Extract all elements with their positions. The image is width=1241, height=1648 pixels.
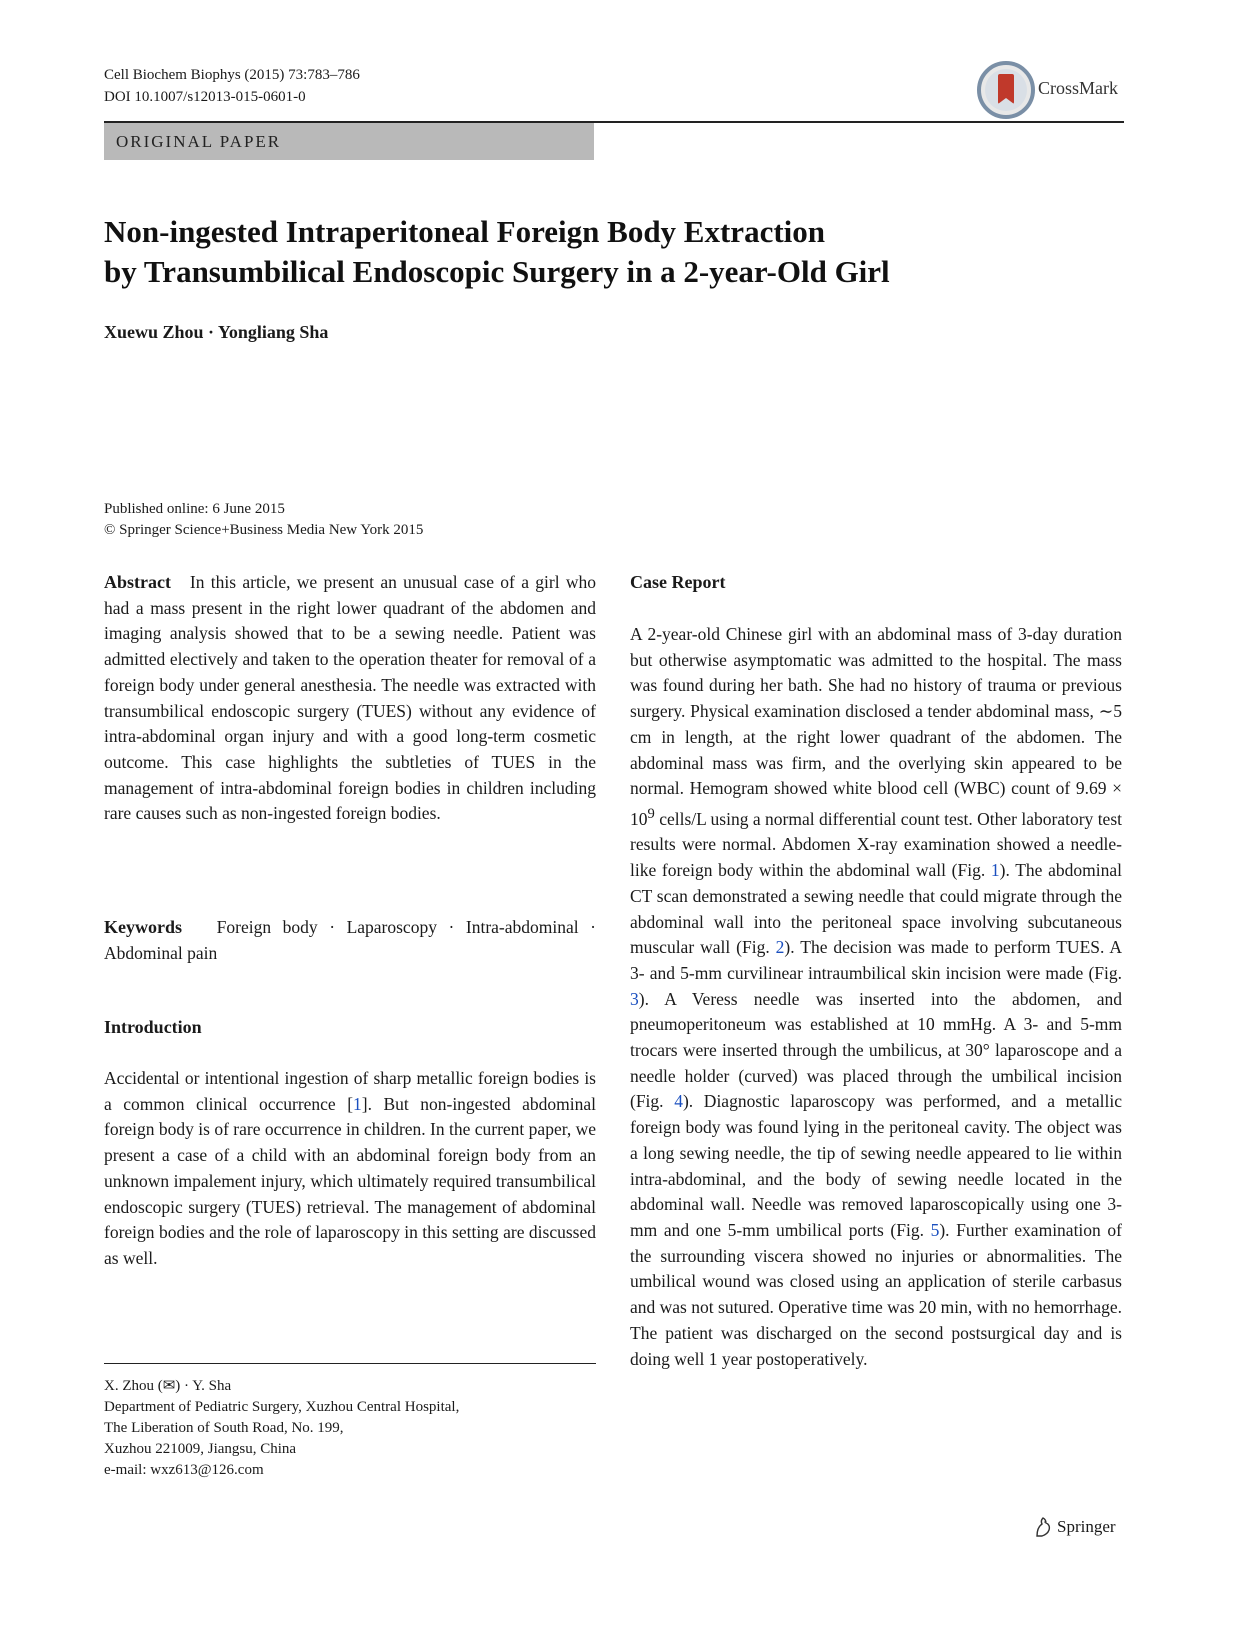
publication-info — [104, 499, 423, 541]
figure-1-link[interactable]: 1 — [990, 860, 1000, 881]
affiliation-city: Xuzhou 221009, Jiangsu, China — [104, 1441, 297, 1457]
affiliation-street: The Liberation of South Road, No. 199, — [104, 1420, 344, 1436]
copyright-line: © Springer Science+Business Media New York 2015 — [104, 522, 424, 538]
intro-text-b: ]. But non-ingested abdominal foreign body is of rare occurrence in children. In the current paper, we present a case of a child with an abdominal foreign body from an unknown impalement injury, which ultimately required transumbilical endoscopic surgery (TUES) retrieval. The management of abdominal foreign bodies and the role of laparoscopy in this setting are discussed as well. — [104, 1093, 596, 1268]
affiliation-dept: Department of Pediatric Surgery, Xuzhou Central Hospital, — [104, 1399, 460, 1415]
case-report-paragraph — [630, 622, 1122, 1372]
introduction-heading: Introduction — [104, 1017, 202, 1037]
figure-2-link[interactable]: 2 — [775, 937, 785, 958]
case-text-3: ). The abdominal CT scan demonstrated a sewing needle that could migrate through the abdominal wall into the peritoneal space involving subcutaneous muscular wall (Fig. — [630, 860, 1122, 958]
case-report-heading: Case Report — [630, 572, 726, 592]
abstract-label: Abstract — [104, 572, 171, 592]
case-text-5: ). A Veress needle was inserted into the abdomen, and pneumoperitoneum was established at 10 mmHg. A 3- and 5-mm trocars were inserted through the umbilicus, at 30° laparoscope and a needle holder (curved) was placed through the umbilical incision (Fig. — [630, 988, 1122, 1112]
case-text-1: A 2-year-old Chinese girl with an abdominal mass of 3-day duration but otherwise asymptomatic was admitted to the hospital. The mass was found during her bath. She had no history of trauma or previous surgery. Physical examination disclosed a tender abdominal mass, ∼5 cm in length, at the right lower quadrant of the abdomen. The abdominal mass was firm, and the overlying skin appeared to be normal. Hemogram showed white blood cell (WBC) count of 9.69 × 10 — [630, 624, 1122, 829]
case-text-7: ). Further examination of the surrounding viscera showed no injuries or abnormalities. The umbilical wound was closed using an application of sterile carbasus and was not sutured. Operative time was 20 min, with no hemorrhage. The patient was discharged on the second postsurgical day and is doing well 1 year postoperatively. — [630, 1220, 1122, 1369]
figure-3-link[interactable]: 3 — [630, 988, 639, 1009]
introduction-paragraph — [104, 1066, 596, 1272]
published-date: Published online: 6 June 2015 — [104, 501, 285, 517]
title-line-2: by Transumbilical Endoscopic Surgery in a 2-year-Old Girl — [104, 254, 890, 289]
case-text-4: ). The decision was made to perform TUES. A 3- and 5-mm curvilinear intraumbilical skin incision were made (Fig. — [630, 937, 1122, 983]
crossmark-label: CrossMark — [1038, 78, 1118, 98]
abstract-block — [104, 570, 596, 827]
journal-line: Cell Biochem Biophys (2015) 73:783–786 — [104, 67, 360, 83]
reference-link[interactable]: 1 — [353, 1093, 362, 1114]
springer-horse-icon — [1033, 1516, 1053, 1538]
crossmark-badge[interactable] — [976, 60, 1124, 120]
affiliation-rule — [104, 1363, 596, 1364]
affiliation-authors: X. Zhou (✉) · Y. Sha — [104, 1378, 232, 1394]
author-list[interactable]: Xuewu Zhou · Yongliang Sha — [104, 322, 329, 342]
case-text-6: ). Diagnostic laparoscopy was performed, and a metallic foreign body was found lying in the peritoneal cavity. The object was a long sewing needle, the tip of sewing needle appeared to lie within intra-abdominal, and the body of sewing needle located in the abdominal wall. Needle was removed laparoscopically using one 3-mm and one 5-mm umbilical ports (Fig. — [630, 1091, 1122, 1240]
figure-5-link[interactable]: 5 — [930, 1220, 940, 1240]
title-line-1: Non-ingested Intraperitoneal Foreign Body Extraction — [104, 214, 826, 249]
abstract-text: In this article, we present an unusual case of a girl who had a mass present in the right lower quadrant of the abdomen and imaging analysis showed that to be a sewing needle. Patient was admitted electively and taken to the operation theater for removal of a foreign body under general anesthesia. The needle was extracted with transumbilical endoscopic surgery (TUES) without any evidence of intra-abdominal organ injury and with a good long-term cosmetic outcome. This case highlights the subtleties of TUES in the management of intra-abdominal foreign bodies in children including rare causes such as non-ingested foreign bodies. — [104, 572, 597, 824]
publisher-logo — [1033, 1516, 1116, 1538]
doi-line[interactable]: DOI 10.1007/s12013-015-0601-0 — [104, 89, 306, 105]
affiliation-block — [104, 1376, 459, 1481]
publisher-name: Springer — [1057, 1517, 1116, 1536]
article-title — [104, 212, 1104, 292]
case-text-2: cells/L using a normal differential count test. Other laboratory test results were normal. Abdomen X-ray examination showed a needle-like foreign body within the abdominal wall (Fig. — [630, 808, 1122, 881]
journal-citation — [104, 64, 360, 108]
keywords-block — [104, 915, 596, 966]
intro-text-a: Accidental or intentional ingestion of sharp metallic foreign bodies is a common clinical occurrence [ — [104, 1068, 596, 1114]
paper-type-band: ORIGINAL PAPER — [104, 123, 594, 160]
affiliation-email[interactable]: e-mail: wxz613@126.com — [104, 1462, 264, 1478]
keywords-text: Foreign body · Laparoscopy · Intra-abdominal · Abdominal pain — [104, 917, 596, 963]
superscript-9: 9 — [647, 805, 655, 822]
crossmark-icon — [976, 60, 1036, 120]
keywords-label: Keywords — [104, 917, 182, 937]
figure-4-link[interactable]: 4 — [674, 1091, 683, 1112]
